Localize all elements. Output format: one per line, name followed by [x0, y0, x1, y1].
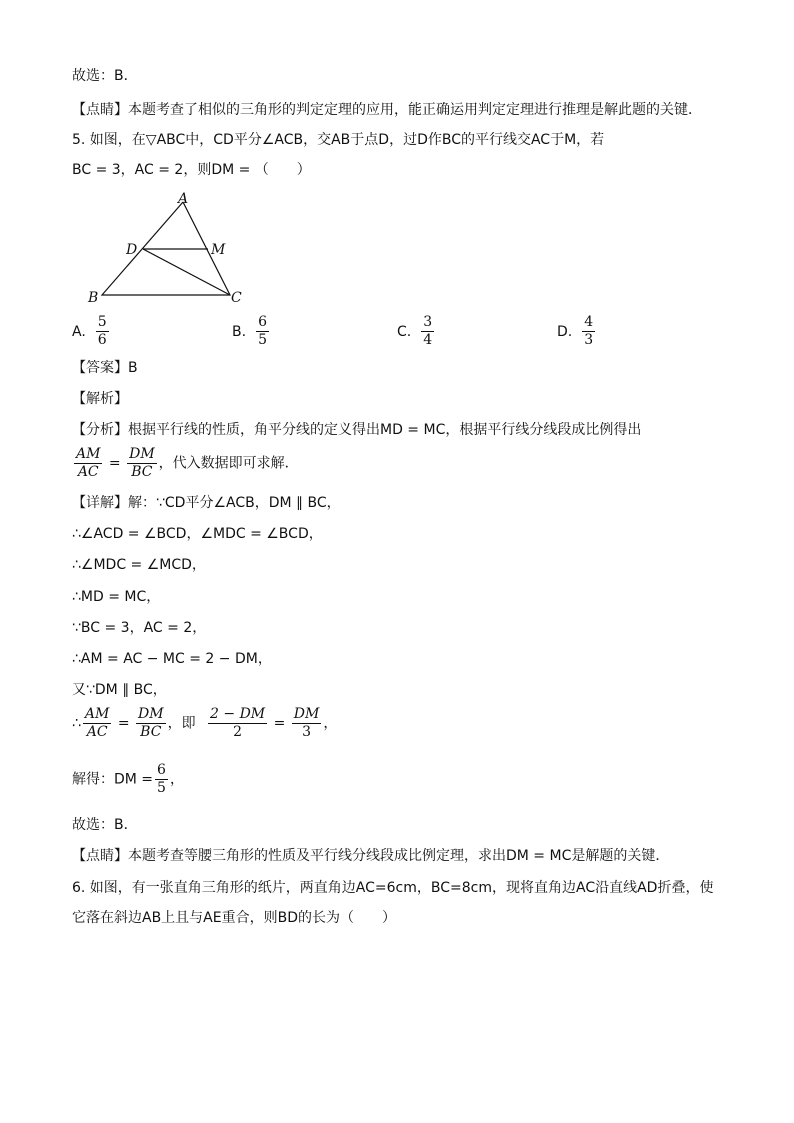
fraction-dm-3: $\frac{DM}{3}$: [293, 706, 320, 740]
detail-line-2: ∴∠ACD = ∠BCD，∠MDC = ∠BCD，: [72, 526, 323, 542]
detail-line-7: 又∵DM ∥ BC，: [72, 682, 167, 698]
label-m: M: [211, 242, 226, 258]
question-6-line-2: 它落在斜边AB上且与AE重合，则BD的长为（ ）: [72, 910, 396, 926]
analysis-line-2: $\frac{AM}{AC}$ = $\frac{DM}{BC}$ ，代入数据即可求解．: [76, 446, 299, 480]
text-line: 【点睛】本题考查了相似的三角形的判定定理的应用，能正确运用判定定理进行推理是解此题的关键．: [72, 102, 702, 118]
detail-line-1: 【详解】解：∵CD平分∠ACB，DM ∥ BC，: [72, 495, 341, 511]
triangle-figure: [80, 188, 260, 306]
fraction-dm-bc: $\frac{DM}{BC}$: [129, 446, 155, 480]
detail-line-6: ∴AM = AC − MC = 2 − DM，: [72, 651, 272, 667]
label-a: A: [178, 191, 189, 207]
question-5-line-2: BC = 3，AC = 2，则DM = （ ）: [72, 162, 311, 178]
answer-line: 【答案】B: [72, 360, 138, 376]
fraction-am-ac-2: $\frac{AM}{AC}$: [84, 706, 110, 740]
text-line: 故选：B．: [72, 817, 138, 833]
question-5-line-1: 5. 如图，在▽ABC中，CD平分∠ACB，交AB于点D，过D作BC的平行线交AC于M，若: [72, 132, 605, 148]
fraction-6-5: $\frac{6}{5}$: [157, 762, 166, 796]
text-line: 故选：B．: [72, 68, 138, 84]
fraction-dm-bc-2: $\frac{DM}{BC}$: [138, 706, 164, 740]
fraction-am-ac: $\frac{AM}{AC}$: [76, 446, 101, 480]
fraction-2-minus-dm: $\frac{2 - DM}{2}$: [210, 706, 266, 740]
detail-line-5: ∵BC = 3，AC = 2，: [72, 620, 207, 636]
analysis-heading: 【解析】: [72, 391, 128, 407]
text-line: 【点睛】本题考查等腰三角形的性质及平行线分线段成比例定理，求出DM = MC是解题的关键．: [72, 848, 670, 864]
label-d: D: [126, 242, 138, 258]
option-a: A. $\frac{5}{6}$: [72, 314, 107, 348]
label-b: B: [88, 290, 99, 306]
solve-line: 解得：DM = $\frac{6}{5}$ ，: [72, 762, 184, 796]
detail-line-8: ∴ $\frac{AM}{AC}$ = $\frac{DM}{BC}$ ，即 $\frac{2 - DM}{2}$ = $\frac{DM}{3}$ ，: [72, 706, 338, 740]
detail-line-3: ∴∠MDC = ∠MCD，: [72, 557, 206, 573]
detail-line-4: ∴MD = MC，: [72, 589, 161, 605]
analysis-line-1: 【分析】根据平行线的性质，角平分线的定义得出MD = MC，根据平行线分线段成比例得出: [72, 422, 642, 438]
option-d: D. $\frac{4}{3}$: [557, 314, 594, 348]
option-c: C. $\frac{3}{4}$: [397, 314, 433, 348]
label-c: C: [231, 290, 242, 306]
question-6-line-1: 6. 如图，有一张直角三角形的纸片，两直角边AC=6cm，BC=8cm，现将直角边AC沿直线AD折叠，使: [72, 880, 714, 896]
option-b: B. $\frac{6}{5}$: [232, 314, 267, 348]
